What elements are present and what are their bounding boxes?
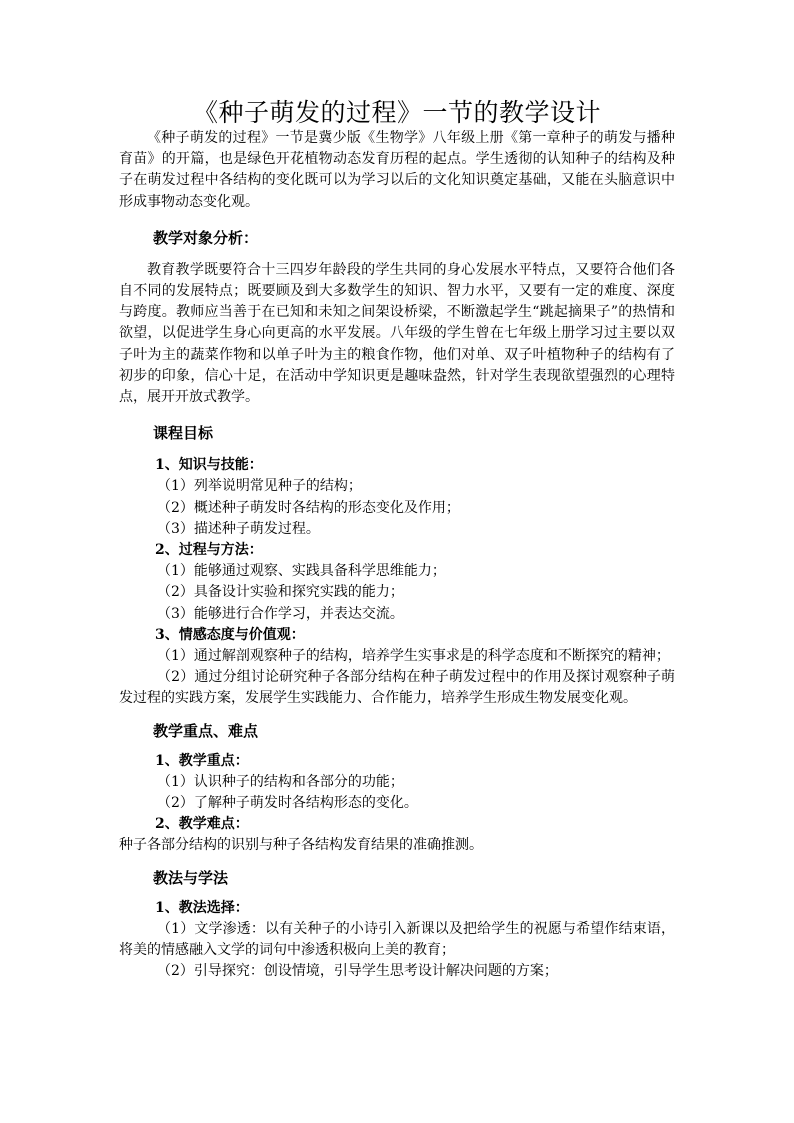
methods-heading: 教法与学法	[153, 868, 229, 887]
list-item: （2）了解种子萌发时各结构形态的变化。	[157, 795, 418, 812]
difficulty-text: 种子各部分结构的识别与种子各结构发育结果的准确推测。	[119, 837, 483, 854]
knowledge-subheading: 1、知识与技能：	[155, 457, 263, 474]
goals-heading: 课程目标	[153, 424, 214, 443]
list-item: （1）通过解剖观察种子的结构，培养学生实事求是的科学态度和不断探究的精神；	[157, 648, 670, 665]
focus-subheading: 1、教学重点：	[155, 752, 249, 769]
list-item: （1）认识种子的结构和各部分的功能；	[157, 773, 404, 790]
list-item: （2）具备设计实验和探究实践的能力；	[157, 584, 404, 601]
list-item: （2）概述种子萌发时各结构的形态变化及作用；	[157, 499, 460, 516]
list-item: （2）通过分组讨论研究种子各部分结构在种子萌发过程中的作用及探讨观察种子萌发过程的实践方案，发展学生实践能力、合作能力，培养学生形成生物发展变化观。	[119, 669, 675, 707]
teaching-method-subheading: 1、教法选择：	[155, 899, 249, 916]
list-item: （2）引导探究：创设情境，引导学生思考设计解决问题的方案；	[157, 963, 558, 980]
analysis-paragraph: 教育教学既要符合十三四岁年龄段的学生共同的身心发展水平特点，又要符合他们各自不同的发展特点；既要顾及到大多数学生的知识、智力水平，又要有一定的难度、深度与跨度。教师应当善于在已知和未知之间架设桥梁，不断激起学生“跳起摘果子”的热情和欲望，以促进学生身心向更高的水平发展。八年级的学生曾在七年级上册学习过主要以双子叶为主的蔬菜作物和以单子叶为主的粮食作物，他们对单、双子叶植物种子的结构有了初步的印象，信心十足，在活动中学知识更是趣味盎然，针对学生表现欲望强烈的心理特点，展开开放式教学。	[119, 261, 675, 406]
list-item: （3）描述种子萌发过程。	[157, 520, 320, 537]
document-title: 《种子萌发的过程》一节的教学设计	[192, 98, 601, 127]
document-body	[119, 128, 675, 983]
list-item: （1）文学渗透：以有关种子的小诗引入新课以及把给学生的祝愿与希望作结束语，将美的情感融入文学的词句中渗透积极向上美的教育；	[119, 920, 675, 959]
list-item: （1）能够通过观察、实践具备科学思维能力；	[157, 563, 446, 580]
difficulty-subheading: 2、教学难点：	[155, 816, 249, 833]
keypoints-heading: 教学重点、难点	[153, 721, 259, 740]
emotion-subheading: 3、情感态度与价值观：	[155, 626, 305, 643]
intro-paragraph: 《种子萌发的过程》一节是冀少版《生物学》八年级上册《第一章种子的萌发与播种育苗》的开篇，也是绿色开花植物动态发育历程的起点。学生透彻的认知种子的结构及种子在萌发过程中各结构的变化既可以为学习以后的文化知识奠定基础，又能在头脑意识中形成事物动态变化观。	[119, 130, 675, 210]
list-item: （3）能够进行合作学习，并表达交流。	[157, 605, 404, 622]
analysis-heading: 教学对象分析：	[153, 228, 259, 247]
process-subheading: 2、过程与方法：	[155, 542, 263, 559]
list-item: （1）列举说明常见种子的结构；	[157, 478, 362, 495]
